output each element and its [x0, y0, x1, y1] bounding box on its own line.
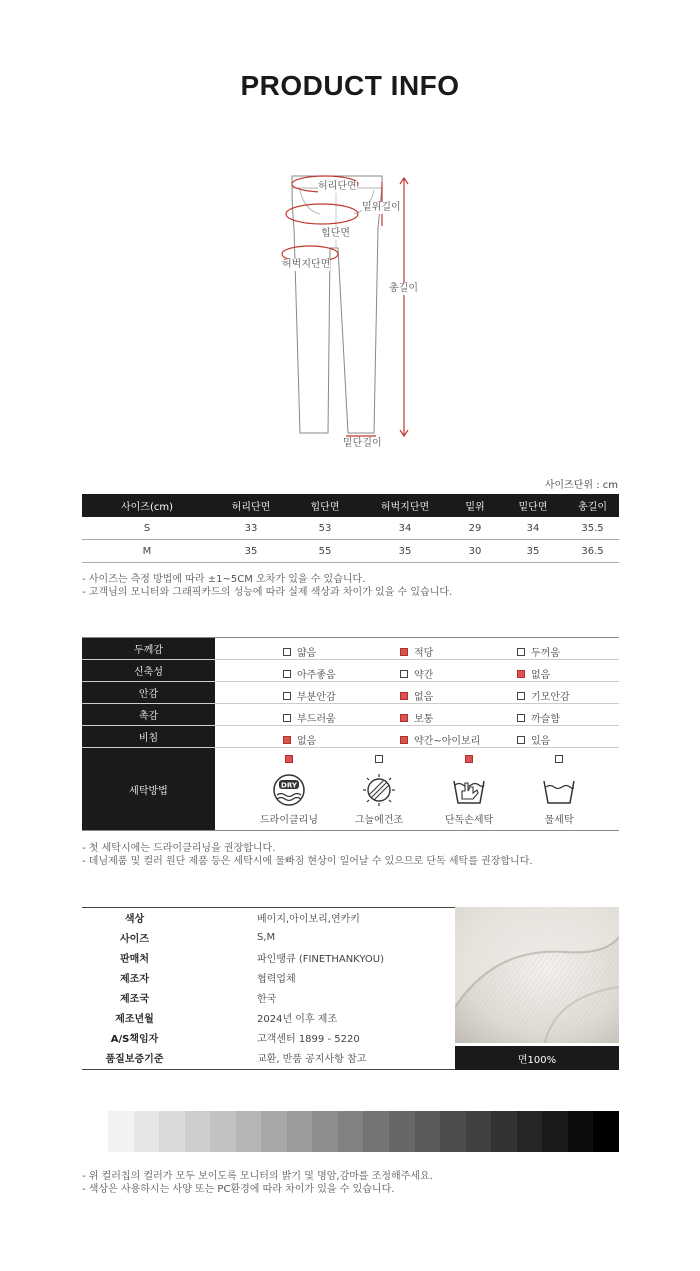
gray-chip: [491, 1111, 517, 1152]
wash-notes: [82, 842, 533, 868]
table-cell: 53: [290, 517, 360, 540]
header-waist: 허리단면: [212, 494, 290, 517]
checkbox: [517, 648, 525, 656]
gray-chip: [517, 1111, 543, 1152]
gray-chip: [363, 1111, 389, 1152]
table-cell: 35.5: [566, 517, 619, 540]
hem-label: 밑단길이: [343, 438, 382, 449]
note-line: - 고객님의 모니터와 그래픽카드의 성능에 따라 실제 색상과 차이가 있을 수 있습니다.: [82, 587, 453, 598]
dry-badge: DRY: [281, 781, 297, 790]
info-row-seller: [82, 947, 454, 967]
info-key: 사이즈: [120, 933, 149, 945]
table-cell: 55: [290, 540, 360, 563]
product-info-block: [82, 907, 619, 1070]
checkbox-checked: [283, 736, 291, 744]
gray-chip: [338, 1111, 364, 1152]
wash-label: 그늘에건조: [354, 815, 404, 826]
table-row: [82, 517, 619, 540]
header-hip: 힙단면: [290, 494, 360, 517]
option-label: 없음: [531, 670, 551, 681]
checkbox: [555, 755, 563, 763]
table-cell: 36.5: [566, 540, 619, 563]
note-line: - 색상은 사용하시는 사양 또는 PC환경에 따라 차이가 있을 수 있습니다.: [82, 1184, 395, 1195]
table-row: [82, 540, 619, 563]
checkbox-checked: [400, 736, 408, 744]
attr-label: 두께감: [82, 638, 215, 659]
checkbox-checked: [285, 755, 293, 763]
gray-chip: [312, 1111, 338, 1152]
note-line: - 사이즈는 측정 방법에 따라 ±1~5CM 오차가 있을 수 있습니다.: [82, 574, 366, 585]
attr-row-sheerness: [82, 726, 619, 748]
option-label: 얇음: [297, 648, 317, 659]
header-length: 총길이: [566, 494, 619, 517]
checkbox-checked: [400, 692, 408, 700]
info-row-country: [82, 987, 454, 1007]
info-key: 제조국: [120, 993, 149, 1005]
wash-label: 물세탁: [544, 815, 574, 826]
table-cell: 33: [212, 517, 290, 540]
checkbox-checked: [465, 755, 473, 763]
gray-chip: [134, 1111, 160, 1152]
option-label: 두꺼움: [531, 648, 560, 659]
table-cell: 35: [500, 540, 566, 563]
option-label: 까슬함: [531, 714, 560, 725]
table-cell: 29: [450, 517, 500, 540]
table-cell: 30: [450, 540, 500, 563]
page-title: PRODUCT INFO: [240, 70, 460, 101]
table-cell: 35: [360, 540, 450, 563]
fabric-swatch-image: [455, 907, 619, 1043]
option-label: 약간: [414, 670, 434, 681]
header-rise: 밑위: [450, 494, 500, 517]
attr-row-thickness: [82, 638, 619, 660]
wash-method-dry-clean: [244, 748, 334, 826]
attr-label: 안감: [82, 682, 215, 703]
attr-row-washing: [82, 748, 619, 831]
info-value: 2024년 이후 제조: [257, 1013, 338, 1025]
gray-chip: [389, 1111, 415, 1152]
header-hem: 밑단면: [500, 494, 566, 517]
info-row-as: [82, 1027, 454, 1047]
info-key: 품질보증기준: [105, 1053, 164, 1065]
hand-wash-icon: [451, 773, 487, 807]
color-notes: [82, 1170, 433, 1196]
gray-chip: [236, 1111, 262, 1152]
info-value: 베이지,아이보리,연카키: [257, 913, 360, 925]
attr-row-texture: [82, 704, 619, 726]
info-row-maker: [82, 967, 454, 987]
checkbox: [283, 714, 291, 722]
gray-chip: [261, 1111, 287, 1152]
attr-label: 촉감: [82, 704, 215, 725]
gray-chip: [542, 1111, 568, 1152]
option-label: 있음: [531, 736, 551, 747]
fabric-attributes-table: [82, 637, 619, 831]
grayscale-chip-bar: [108, 1111, 619, 1152]
shade-dry-icon: [361, 773, 397, 807]
checkbox-checked: [517, 670, 525, 678]
checkbox: [400, 670, 408, 678]
size-notes: [82, 573, 452, 599]
info-value: S,M: [257, 931, 276, 943]
wash-label: 단독손세탁: [444, 815, 494, 826]
pants-outline-icon: [270, 168, 430, 460]
attr-row-stretch: [82, 660, 619, 682]
info-value: 한국: [257, 993, 277, 1005]
gray-chip: [185, 1111, 211, 1152]
wash-method-hand-wash: [424, 748, 514, 826]
attr-row-lining: [82, 682, 619, 704]
waist-label: 허리단면: [318, 181, 357, 192]
attr-label: 세탁방법: [82, 748, 215, 830]
checkbox-checked: [400, 714, 408, 722]
gray-chip: [568, 1111, 594, 1152]
wash-method-water-wash: [514, 748, 604, 826]
option-label: 없음: [297, 736, 317, 747]
checkbox: [283, 648, 291, 656]
attr-label: 신축성: [82, 660, 215, 681]
note-line: - 위 컬러칩의 컬러가 모두 보이도록 모니터의 밝기 및 명암,감마를 조정해주세요.: [82, 1171, 433, 1182]
size-table-header: [82, 494, 619, 517]
gray-chip: [415, 1111, 441, 1152]
table-cell: 34: [360, 517, 450, 540]
pants-measurement-diagram: [270, 168, 430, 460]
dry-clean-icon: [271, 773, 307, 807]
info-value: 고객센터 1899 - 5220: [257, 1033, 360, 1045]
info-key: A/S책임자: [110, 1033, 159, 1045]
option-label: 기모안감: [531, 692, 570, 703]
gray-chip: [108, 1111, 134, 1152]
wash-label: 드라이클리닝: [260, 815, 318, 826]
hip-label: 힙단면: [321, 228, 350, 239]
thigh-label: 허벅지단면: [282, 259, 331, 270]
table-cell: 35: [212, 540, 290, 563]
checkbox: [375, 755, 383, 763]
info-row-date: [82, 1007, 454, 1027]
gray-chip: [440, 1111, 466, 1152]
info-value: 파인땡큐 (FINETHANKYOU): [257, 953, 385, 965]
water-wash-icon: [541, 773, 577, 807]
wash-method-shade-dry: [334, 748, 424, 826]
table-cell: S: [82, 517, 212, 540]
info-key: 판매처: [120, 953, 149, 965]
option-label: 약간~아이보리: [414, 736, 481, 747]
info-key: 색상: [124, 913, 145, 925]
header-thigh: 허벅지단면: [360, 494, 450, 517]
option-label: 부분안감: [297, 692, 336, 703]
rise-label: 밑위길이: [362, 202, 401, 213]
checkbox: [283, 670, 291, 678]
info-row-size: [82, 927, 454, 947]
info-key: 제조자: [120, 973, 149, 985]
info-key: 제조년월: [115, 1013, 154, 1025]
gray-chip: [159, 1111, 185, 1152]
table-cell: 34: [500, 517, 566, 540]
option-label: 없음: [414, 692, 434, 703]
fabric-caption: 면100%: [455, 1046, 619, 1070]
checkbox-checked: [400, 648, 408, 656]
checkbox: [517, 736, 525, 744]
gray-chip: [287, 1111, 313, 1152]
info-row-warranty: [82, 1047, 454, 1067]
table-cell: M: [82, 540, 212, 563]
option-label: 보통: [414, 714, 434, 725]
checkbox: [517, 692, 525, 700]
info-value: 교환, 반품 공지사항 참고: [257, 1053, 367, 1065]
note-line: - 데님제품 및 컬러 원단 제품 등은 세탁시에 물빠짐 현상이 일어날 수 있으므로 단독 세탁를 권장합니다.: [82, 856, 533, 867]
header-size: 사이즈(cm): [82, 494, 212, 517]
checkbox: [517, 714, 525, 722]
option-label: 적당: [414, 648, 434, 659]
gray-chip: [210, 1111, 236, 1152]
attr-label: 비침: [82, 726, 215, 747]
option-label: 부드러움: [297, 714, 336, 725]
size-table: [82, 494, 619, 563]
size-unit: 사이즈단위 : cm: [544, 480, 618, 491]
length-label: 총길이: [389, 283, 418, 294]
option-label: 아주좋음: [297, 670, 336, 681]
checkbox: [283, 692, 291, 700]
gray-chip: [593, 1111, 619, 1152]
note-line: - 첫 세탁시에는 드라이클리닝을 권장합니다.: [82, 843, 276, 854]
info-value: 협력업체: [257, 973, 296, 985]
info-row-color: [82, 907, 454, 927]
gray-chip: [466, 1111, 492, 1152]
